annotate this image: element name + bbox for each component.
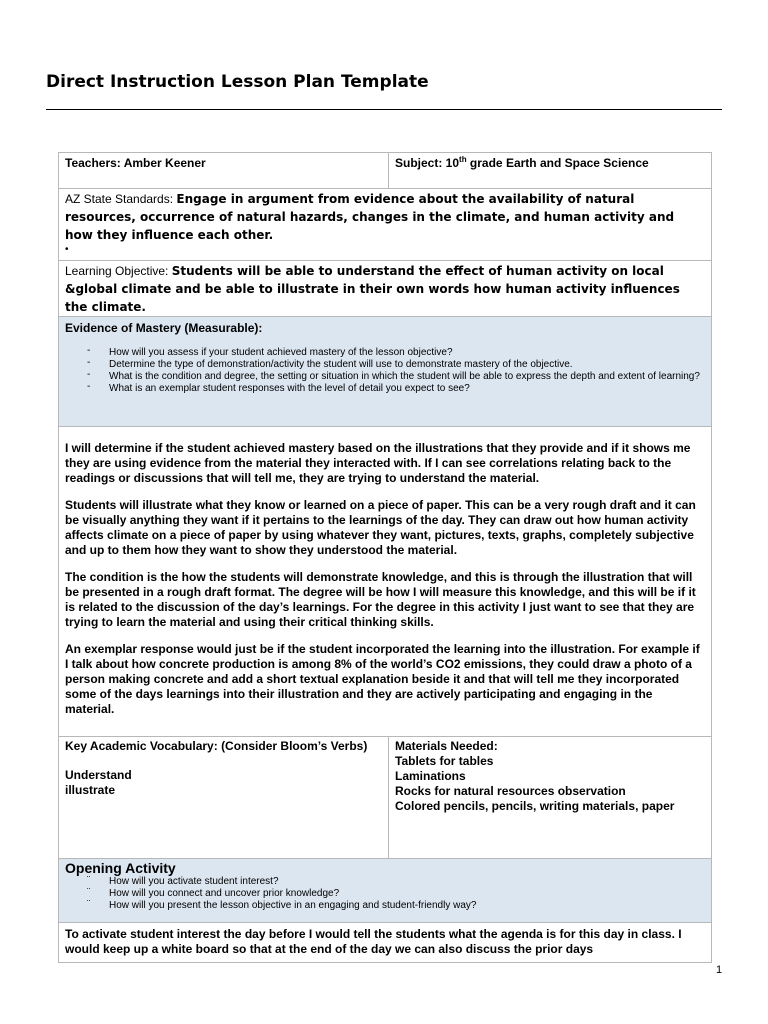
materials-item: Tablets for tables <box>395 754 494 768</box>
page-title: Direct Instruction Lesson Plan Template <box>46 72 429 92</box>
teachers-label: Teachers: Amber Keener <box>65 156 206 170</box>
opening-response-cell <box>59 923 712 963</box>
opening-heading-row <box>59 859 712 923</box>
evidence-heading-cell <box>59 317 712 427</box>
header-row <box>59 153 712 189</box>
opening-heading: Opening Activity <box>65 860 176 876</box>
evidence-paragraph: I will determine if the student achieved mastery based on the illustrations that they provide and if it shows me they are using evidence from the material they interacted with. If I can see correlations relating back to the readings or discussions that will tell me, they are trying to understand the material. <box>65 441 691 485</box>
vocabulary-word: illustrate <box>65 783 116 797</box>
standards-cell <box>59 189 712 261</box>
subject-cell <box>389 153 712 189</box>
evidence-heading-row <box>59 317 712 427</box>
teachers-cell <box>59 153 389 189</box>
opening-text: To activate student interest the day before I would tell the students what the agenda is for this day in class. I would keep up a white board so that at the end of the day we can also discuss the prior days <box>65 927 682 956</box>
evidence-response-row <box>59 427 712 737</box>
vocabulary-cell <box>59 737 389 859</box>
evidence-paragraph: Students will illustrate what they know or learned on a piece of paper. This can be a very rough draft and it can be visually anything they want if it pertains to the learnings of the day. They can draw out how human activity affects climate on a piece of paper by using whatever they want, pictures, texts, graphs, completely subjective and up to them how they want to show they understood the material. <box>65 498 696 557</box>
lesson-plan-table <box>58 152 712 963</box>
list-item: - What is an exemplar student responses with the level of detail you expect to see? <box>109 383 705 395</box>
opening-heading-cell <box>59 859 712 923</box>
materials-cell <box>389 737 712 859</box>
evidence-response-cell <box>59 427 712 737</box>
materials-item: Colored pencils, pencils, writing materials, paper <box>395 799 675 813</box>
subject-label: Subject: 10th grade Earth and Space Science <box>395 155 649 170</box>
list-item: ¨ How will you present the lesson objective in an engaging and student-friendly way? <box>109 900 705 912</box>
objective-cell <box>59 261 712 317</box>
list-item: - Determine the type of demonstration/activity the student will use to demonstrate mastery of the objective. <box>109 359 705 371</box>
opening-questions <box>65 876 705 912</box>
list-item: ¨ How will you connect and uncover prior knowledge? <box>109 888 705 900</box>
vocabulary-word: Understand <box>65 768 132 782</box>
vocab-materials-row <box>59 737 712 859</box>
opening-response-row <box>59 923 712 963</box>
materials-item: Rocks for natural resources observation <box>395 784 626 798</box>
list-item: - How will you assess if your student achieved mastery of the lesson objective? <box>109 347 705 359</box>
standards-text: AZ State Standards: Engage in argument from evidence about the availability of natural resources, occurrence of natural hazards, changes in the climate, and human activity and how they influence each other. <box>65 192 675 242</box>
materials-heading: Materials Needed: <box>395 739 498 753</box>
evidence-paragraph: An exemplar response would just be if the student incorporated the learning into the illustration. For example if I talk about how concrete production is among 8% of the world’s CO2 emissions, they could draw a photo of a person making concrete and add a short textual explanation beside it and that will tell me they incorporated some of the days learnings into their illustration and they are actively participating and engaging in the material. <box>65 642 700 716</box>
standards-row <box>59 189 712 261</box>
evidence-questions <box>65 347 705 395</box>
vocabulary-heading: Key Academic Vocabulary: (Consider Bloom’s Verbs) <box>65 739 368 753</box>
objective-row <box>59 261 712 317</box>
page-number: 1 <box>716 964 723 976</box>
empty-bullet: • <box>65 244 69 255</box>
materials-item: Laminations <box>395 769 466 783</box>
title-divider <box>46 109 722 110</box>
objective-text: Learning Objective: Students will be able to understand the effect of human activity on local &global climate and be able to illustrate in their own words how human activity influences the climate. <box>65 264 680 314</box>
evidence-heading: Evidence of Mastery (Measurable): <box>65 321 263 335</box>
evidence-paragraph: The condition is the how the students will demonstrate knowledge, and this is through the illustration that will be presented in a rough draft format. The degree will be how I will measure this knowledge, and this will be if it is related to the discussion of the day’s learnings. For the degree in this activity I just want to see that they are trying to learn the material and using their critical thinking skills. <box>65 570 696 629</box>
list-item: - What is the condition and degree, the setting or situation in which the student will be able to express the depth and extent of learning? <box>109 371 705 383</box>
list-item: ¨ How will you activate student interest? <box>109 876 705 888</box>
